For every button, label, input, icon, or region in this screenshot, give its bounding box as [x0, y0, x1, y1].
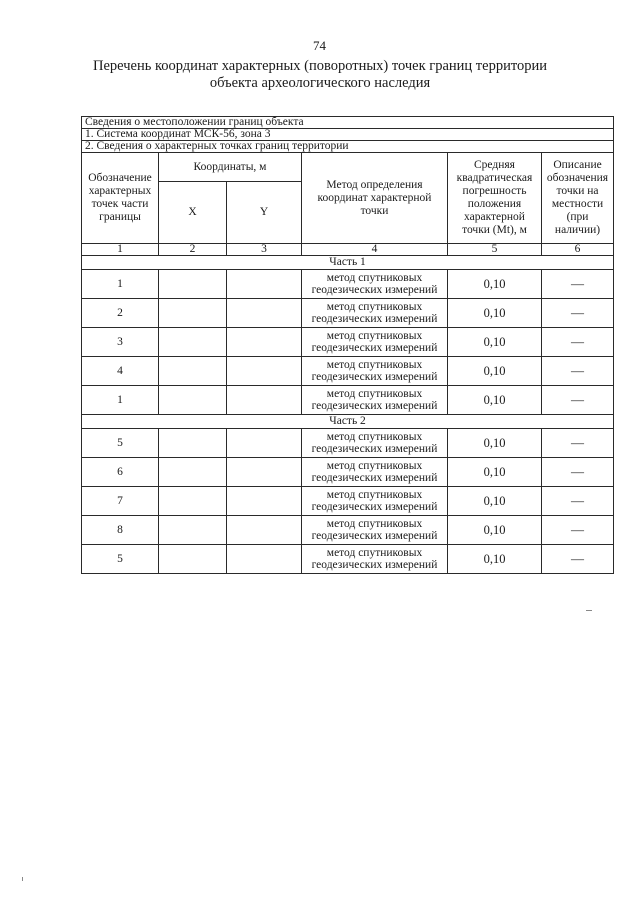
table-row: [82, 487, 614, 516]
scan-speck: [586, 610, 592, 611]
error-value: 0,10: [448, 545, 542, 574]
method-line-2: геодезических измерений: [311, 443, 438, 455]
header-designation: Обозначение характерных точек части границы: [82, 153, 159, 244]
point-id: 1: [82, 386, 159, 415]
method-cell: [302, 487, 448, 516]
error-value: 0,10: [448, 299, 542, 328]
description-value: —: [542, 429, 614, 458]
method-line-1: метод спутниковых: [326, 460, 423, 472]
coord-x: [159, 328, 227, 357]
method-line-2: геодезических измерений: [311, 371, 438, 383]
error-value: 0,10: [448, 487, 542, 516]
error-value: 0,10: [448, 458, 542, 487]
column-number-row: [82, 244, 614, 256]
description-value: —: [542, 458, 614, 487]
coord-y: [227, 299, 302, 328]
method-cell: [302, 386, 448, 415]
info-points-heading: 2. Сведения о характерных точках границ территории: [82, 141, 614, 153]
method-line-2: геодезических измерений: [311, 472, 438, 484]
info-row-coord-system: [82, 129, 614, 141]
part-label: Часть 1: [82, 256, 614, 270]
error-value: 0,10: [448, 429, 542, 458]
coord-y: [227, 270, 302, 299]
header-y: Y: [227, 182, 302, 244]
method-cell: [302, 516, 448, 545]
point-id: 2: [82, 299, 159, 328]
method-cell: [302, 429, 448, 458]
column-number: 3: [227, 244, 302, 256]
method-line-1: метод спутниковых: [326, 301, 423, 313]
method-cell: [302, 545, 448, 574]
coord-x: [159, 458, 227, 487]
coord-y: [227, 458, 302, 487]
error-value: 0,10: [448, 386, 542, 415]
description-value: —: [542, 386, 614, 415]
method-line-2: геодезических измерений: [311, 501, 438, 513]
error-value: 0,10: [448, 328, 542, 357]
column-number: 2: [159, 244, 227, 256]
coord-x: [159, 386, 227, 415]
method-line-1: метод спутниковых: [326, 359, 423, 371]
error-value: 0,10: [448, 270, 542, 299]
part-row: [82, 256, 614, 270]
header-description: Описание обозначения точки на местности (при наличии): [542, 153, 614, 244]
point-id: 5: [82, 429, 159, 458]
method-line-2: геодезических измерений: [311, 313, 438, 325]
header-method: Метод определения координат характерной точки: [302, 153, 448, 244]
method-cell: [302, 270, 448, 299]
part-label: Часть 2: [82, 415, 614, 429]
coord-x: [159, 516, 227, 545]
info-row-section: [82, 117, 614, 129]
point-id: 4: [82, 357, 159, 386]
method-line-1: метод спутниковых: [326, 330, 423, 342]
title-line-1: Перечень координат характерных (поворотных) точек границ территории: [92, 58, 548, 74]
document-title: [60, 58, 580, 92]
description-value: —: [542, 328, 614, 357]
method-cell: [302, 458, 448, 487]
method-line-2: геодезических измерений: [311, 559, 438, 571]
error-value: 0,10: [448, 516, 542, 545]
method-line-2: геодезических измерений: [311, 342, 438, 354]
coordinates-table: [81, 116, 614, 574]
table-row: [82, 516, 614, 545]
part-row: [82, 415, 614, 429]
coord-x: [159, 299, 227, 328]
coord-y: [227, 328, 302, 357]
point-id: 7: [82, 487, 159, 516]
title-line-2: объекта археологического наследия: [209, 75, 431, 91]
header-coordinates: Координаты, м: [159, 153, 302, 182]
method-line-2: геодезических измерений: [311, 284, 438, 296]
method-line-2: геодезических измерений: [311, 530, 438, 542]
method-line-1: метод спутниковых: [326, 272, 423, 284]
table-row: [82, 545, 614, 574]
column-number: 1: [82, 244, 159, 256]
column-number: 5: [448, 244, 542, 256]
method-cell: [302, 299, 448, 328]
coord-y: [227, 357, 302, 386]
method-cell: [302, 357, 448, 386]
error-value: 0,10: [448, 357, 542, 386]
table-row: [82, 328, 614, 357]
table-row: [82, 458, 614, 487]
table-row: [82, 270, 614, 299]
coord-x: [159, 357, 227, 386]
description-value: —: [542, 545, 614, 574]
table-row: [82, 386, 614, 415]
table-row: [82, 357, 614, 386]
coord-x: [159, 487, 227, 516]
table-row: [82, 299, 614, 328]
method-line-1: метод спутниковых: [326, 547, 423, 559]
coord-x: [159, 429, 227, 458]
point-id: 3: [82, 328, 159, 357]
point-id: 1: [82, 270, 159, 299]
point-id: 8: [82, 516, 159, 545]
coord-x: [159, 545, 227, 574]
header-x: X: [159, 182, 227, 244]
column-number: 6: [542, 244, 614, 256]
description-value: —: [542, 357, 614, 386]
header-error: Средняя квадратическая погрешность положения характерной точки (Mt), м: [448, 153, 542, 244]
info-coord-system: 1. Система координат МСК-56, зона 3: [82, 129, 614, 141]
table-row: [82, 429, 614, 458]
info-row-points-heading: [82, 141, 614, 153]
coord-y: [227, 545, 302, 574]
method-line-1: метод спутниковых: [326, 431, 423, 443]
description-value: —: [542, 516, 614, 545]
description-value: —: [542, 270, 614, 299]
column-number: 4: [302, 244, 448, 256]
info-section: Сведения о местоположении границ объекта: [82, 117, 614, 129]
method-line-1: метод спутниковых: [326, 388, 423, 400]
point-id: 5: [82, 545, 159, 574]
method-cell: [302, 328, 448, 357]
coord-y: [227, 386, 302, 415]
description-value: —: [542, 299, 614, 328]
coord-y: [227, 429, 302, 458]
method-line-1: метод спутниковых: [326, 489, 423, 501]
method-line-1: метод спутниковых: [326, 518, 423, 530]
coord-y: [227, 516, 302, 545]
coord-y: [227, 487, 302, 516]
point-id: 6: [82, 458, 159, 487]
header-row-1: [82, 153, 614, 182]
method-line-2: геодезических измерений: [311, 400, 438, 412]
description-value: —: [542, 487, 614, 516]
coord-x: [159, 270, 227, 299]
scan-speck: [22, 877, 23, 881]
page-number: 74: [313, 38, 326, 53]
